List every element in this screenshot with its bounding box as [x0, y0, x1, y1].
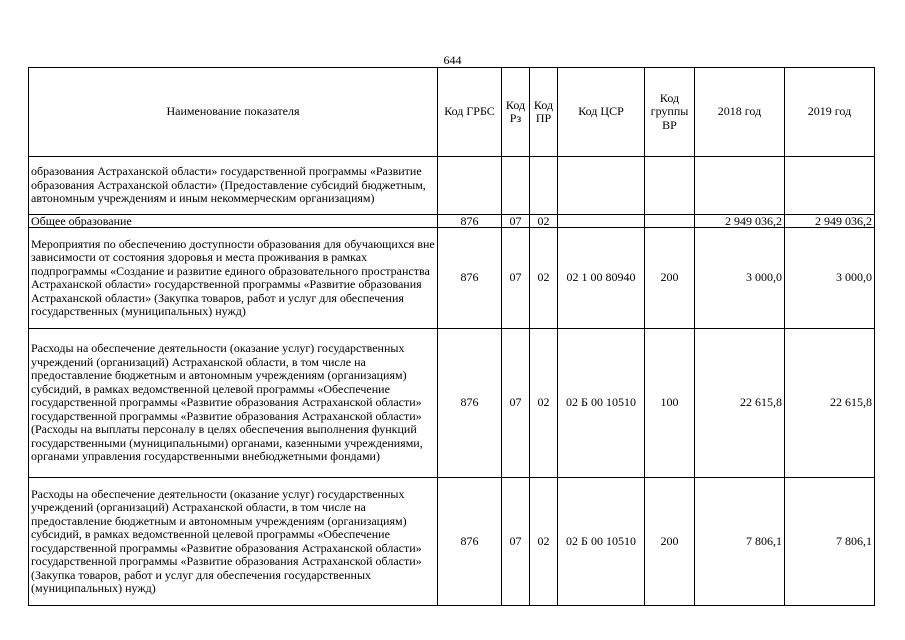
page-number: 644 — [443, 53, 462, 67]
row-csr: 02 Б 00 10510 — [558, 329, 645, 478]
row-csr: 02 1 00 80940 — [558, 228, 645, 329]
header-2019: 2019 год — [785, 68, 875, 157]
row-grbs — [438, 157, 502, 215]
row-2018: 22 615,8 — [695, 329, 785, 478]
row-csr — [558, 215, 645, 228]
header-grbs: Код ГРБС — [438, 68, 502, 157]
row-vr — [645, 215, 695, 228]
header-csr: Код ЦСР — [558, 68, 645, 157]
table-row — [29, 228, 875, 329]
row-pr: 02 — [530, 329, 558, 478]
header-vr: Код группы ВР — [645, 68, 695, 157]
row-2018: 2 949 036,2 — [695, 215, 785, 228]
row-grbs: 876 — [438, 228, 502, 329]
row-2019: 3 000,0 — [785, 228, 875, 329]
row-rz: 07 — [502, 228, 530, 329]
budget-table — [28, 67, 875, 606]
header-row — [29, 68, 875, 157]
row-rz: 07 — [502, 478, 530, 606]
row-name: образования Астраханской области» государственной программы «Развитие образования Астраханской области» (Предоставление субсидий бюджетным, автономным учреждениям и иным некоммерческим организациям) — [29, 157, 438, 215]
row-rz: 07 — [502, 329, 530, 478]
row-2019 — [785, 157, 875, 215]
table-row — [29, 157, 875, 215]
row-name: Расходы на обеспечение деятельности (оказание услуг) государственных учреждений (организаций) Астраханской области, в том числе на предоставление бюджетным и автономным учреждениям (организациям) субсидий, в рамках ведомственной целевой программы «Обеспечение государственной программы «Развитие образования Астраханской области» государственной программы «Развитие образования Астраханской области» (Расходы на выплаты персоналу в целях обеспечения выполнения функций государственными (муниципальными) органами, казенными учреждениями, органами управления государственными внебюджетными фондами) — [29, 329, 438, 478]
row-2019: 2 949 036,2 — [785, 215, 875, 228]
row-name: Расходы на обеспечение деятельности (оказание услуг) государственных учреждений (организаций) Астраханской области, в том числе на предоставление бюджетным и автономным учреждениям (организациям) субсидий, в рамках ведомственной целевой программы «Обеспечение государственной программы «Развитие образования Астраханской области» государственной программы «Развитие образования Астраханской области» (Закупка товаров, работ и услуг для обеспечения государственных (муниципальных) нужд) — [29, 478, 438, 606]
row-pr: 02 — [530, 215, 558, 228]
row-2019: 22 615,8 — [785, 329, 875, 478]
row-pr — [530, 157, 558, 215]
row-2018: 3 000,0 — [695, 228, 785, 329]
header-name: Наименование показателя — [29, 68, 438, 157]
table-row — [29, 329, 875, 478]
row-pr: 02 — [530, 228, 558, 329]
row-grbs: 876 — [438, 478, 502, 606]
row-2018 — [695, 157, 785, 215]
row-name: Общее образование — [29, 215, 438, 228]
row-csr: 02 Б 00 10510 — [558, 478, 645, 606]
row-vr: 200 — [645, 228, 695, 329]
row-csr — [558, 157, 645, 215]
table-row — [29, 215, 875, 228]
table-row — [29, 478, 875, 606]
row-name: Мероприятия по обеспечению доступности образования для обучающихся вне зависимости от состояния здоровья и места проживания в рамках подпрограммы «Создание и развитие единого образовательного пространства Астраханской области» государственной программы «Развитие образования Астраханской области» (Закупка товаров, работ и услуг для обеспечения государственных (муниципальных) нужд) — [29, 228, 438, 329]
header-pr: Код ПР — [530, 68, 558, 157]
row-grbs: 876 — [438, 215, 502, 228]
row-vr: 100 — [645, 329, 695, 478]
row-2018: 7 806,1 — [695, 478, 785, 606]
row-2019: 7 806,1 — [785, 478, 875, 606]
row-grbs: 876 — [438, 329, 502, 478]
row-vr — [645, 157, 695, 215]
row-vr: 200 — [645, 478, 695, 606]
header-rz: Код Рз — [502, 68, 530, 157]
row-pr: 02 — [530, 478, 558, 606]
row-rz — [502, 157, 530, 215]
header-2018: 2018 год — [695, 68, 785, 157]
row-rz: 07 — [502, 215, 530, 228]
